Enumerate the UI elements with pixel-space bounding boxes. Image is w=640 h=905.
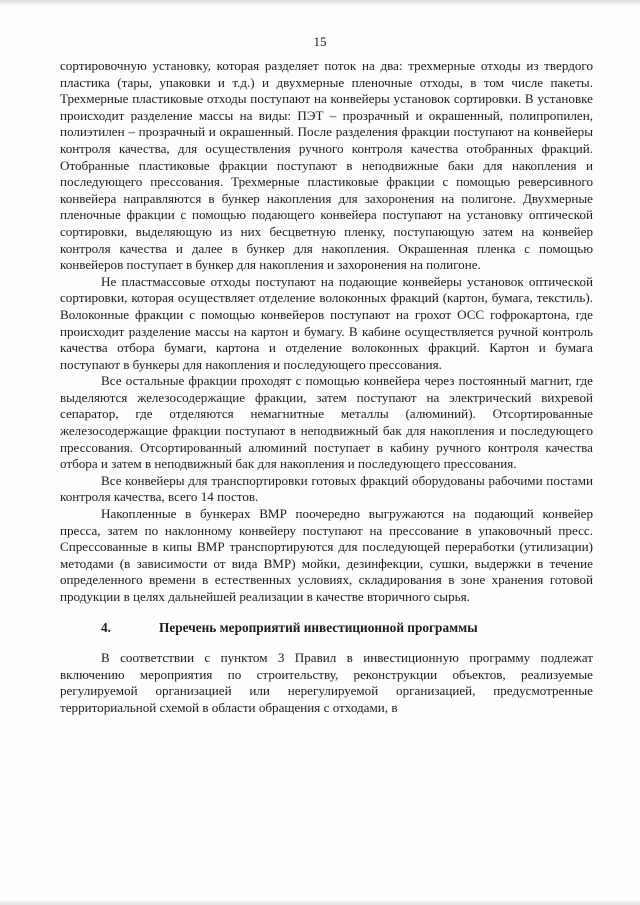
paragraph-investment-rules: В соответствии с пунктом 3 Правил в инвестиционную программу подлежат включению мероприятия по строительству, реконструкции объектов, реализуемые регулируемой организацией или нерегулируемой организацией, предусмотренные территориальной схемой в области обращения с отходами, в bbox=[60, 650, 593, 715]
paragraph-sorting-continued: сортировочную установку, которая разделяет поток на два: трехмерные отходы из твердого пластика (тары, упаковки и т.д.) и двухмерные пленочные отходы, в том числе пакеты. Трехмерные пластиковые отходы поступают на конвейеры установок сортировки. В установке происходит разделение массы на виды: ПЭТ – прозрачный и окрашенный, полипропилен, полиэтилен – прозрачный и окрашенный. После разделения фракции поступают на конвейеры контроля качества, для осуществления ручного контроля качества отобранных фракций. Отобранные пластиковые фракции поступают в неподвижные баки для накопления и последующего прессования. Трехмерные пластиковые фракции с помощью реверсивного конвейера направляются в бункер накопления для захоронения на полигоне. Двухмерные пленочные фракции с помощью подающего конвейера поступают на установку оптической сортировки, выделяющую из них бесцветную пленку, поступающую затем на конвейер контроля качества и далее в бункер для накопления. Окрашенная пленка с помощью конвейеров поступает в бункер для накопления и захоронения на полигоне. bbox=[60, 58, 593, 273]
scan-edge-bottom bbox=[0, 900, 640, 905]
section-heading bbox=[60, 620, 593, 637]
paragraph-non-plastic-waste: Не пластмассовые отходы поступают на подающие конвейеры установок оптической сортировки, которая осуществляет отделение волоконных фракций (картон, бумага, текстиль). Волоконные фракции с помощью конвейеров поступают на грохот ОСС гофрокартона, где происходит разделение массы на картон и бумагу. В кабине осуществляется ручной контроль качества отбора бумаги, картона и отделение волоконных фракций. Картон и бумага поступают в бункеры для накопления и последующего прессования. bbox=[60, 273, 593, 372]
scan-edge-top bbox=[0, 0, 640, 6]
section-title: Перечень мероприятий инвестиционной программы bbox=[159, 619, 478, 635]
paragraph-quality-posts: Все конвейеры для транспортировки готовых фракций оборудованы рабочими постами контроля качества, всего 14 постов. bbox=[60, 472, 593, 505]
paragraph-pressing: Накопленные в бункерах ВМР поочередно выгружаются на подающий конвейер пресса, затем по наклонному конвейеру поступают на прессование в упаковочный пресс. Спрессованные в кипы ВМР транспортируются для последующей переработки (утилизации) методами (в зависимости от вида ВМР) мойки, дезинфекции, сушки, выдержки в течение определенного времени в естественных условиях, складирования в зоне хранения готовой продукции в целях дальнейшей реализации в качестве вторичного сырья. bbox=[60, 506, 593, 604]
document-body bbox=[60, 58, 593, 717]
section-number: 4. bbox=[101, 619, 111, 635]
page-number: 15 bbox=[313, 34, 327, 49]
paragraph-metal-fractions: Все остальные фракции проходят с помощью конвейера через постоянный магнит, где выделяются железосодержащие фракции, затем поступают на электрический вихревой сепаратор, где отделяются немагнитные металлы (алюминий). Отсортированные железосодержащие фракции поступают в неподвижный бак для накопления и последующего прессования. Отсортированный алюминий поступает в кабину ручного контроля качества отбора и затем в неподвижный бак для накопления и последующего прессования. bbox=[60, 373, 593, 472]
